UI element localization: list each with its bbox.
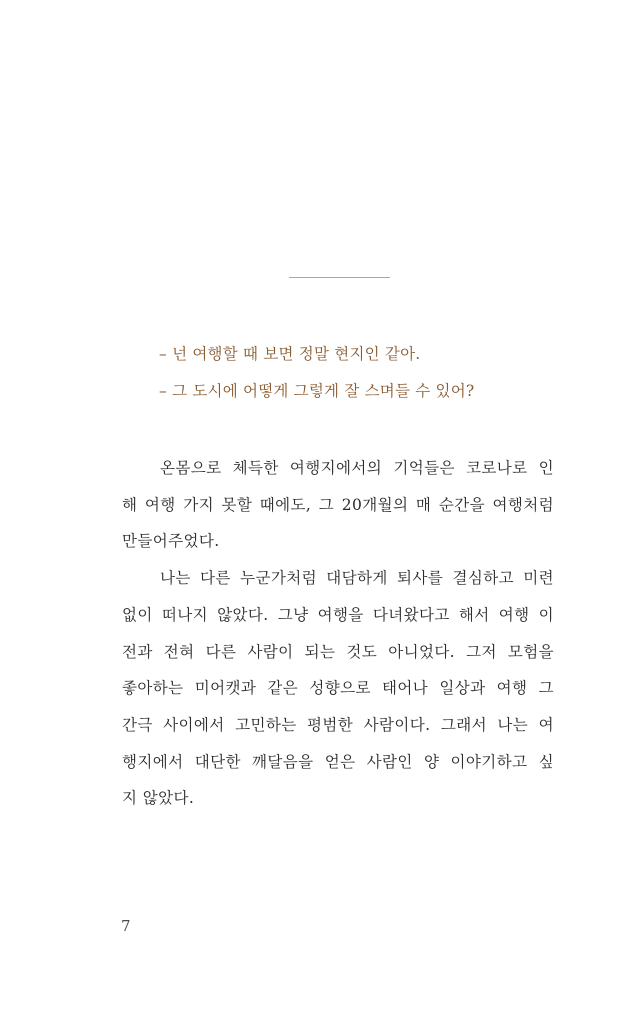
body-line: 간극 사이에서 고민하는 평범한 사람이다. 그래서 나는 여 xyxy=(122,716,554,734)
body-line: 만들어주었다. xyxy=(122,532,220,550)
body-line: 행지에서 대단한 깨달음을 얻은 사람인 양 이야기하고 싶 xyxy=(122,753,554,771)
body-line: 좋아하는 미어캣과 같은 성향으로 태어나 일상과 여행 그 xyxy=(122,679,554,697)
dialogue-line: – 그 도시에 어떻게 그렇게 잘 스며들 수 있어? xyxy=(159,382,475,400)
section-divider xyxy=(289,277,390,278)
body-line: 없이 떠나지 않았다. 그냥 여행을 다녀왔다고 해서 여행 이 xyxy=(122,606,554,624)
body-line: 나는 다른 누군가처럼 대담하게 퇴사를 결심하고 미련 xyxy=(160,569,554,587)
page-number: 7 xyxy=(121,917,131,935)
body-line: 온몸으로 체득한 여행지에서의 기억들은 코로나로 인 xyxy=(160,459,554,477)
body-line: 전과 전혀 다른 사람이 되는 것도 아니었다. 그저 모험을 xyxy=(122,643,554,661)
body-line: 지 않았다. xyxy=(122,789,195,807)
dialogue-line: – 넌 여행할 때 보면 정말 현지인 같아. xyxy=(159,345,421,363)
body-line: 해 여행 가지 못할 때에도, 그 20개월의 매 순간을 여행처럼 xyxy=(122,496,554,514)
